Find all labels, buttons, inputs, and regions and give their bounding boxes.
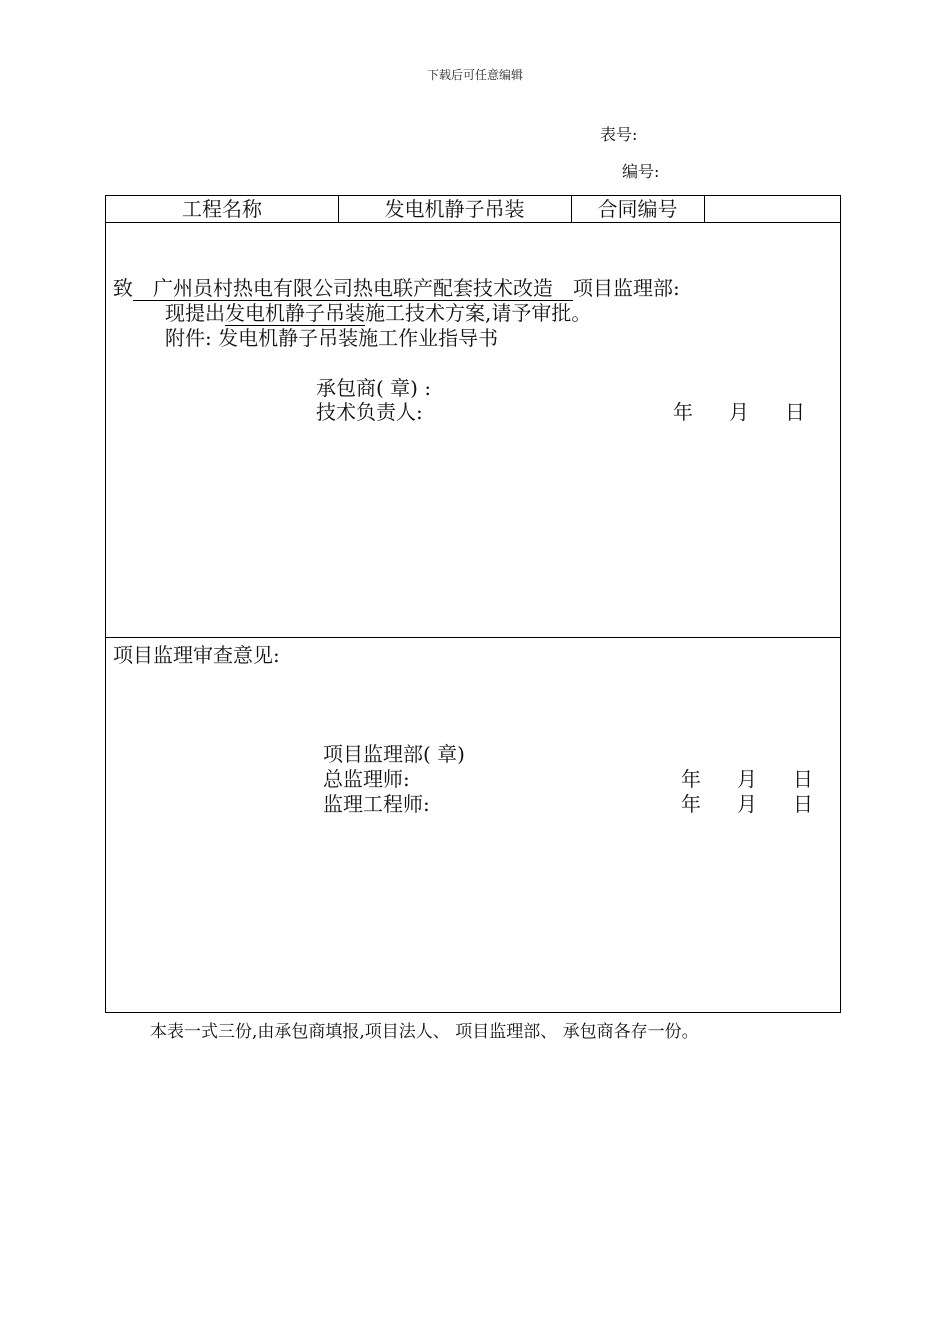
attachment-line: 附件: 发电机静子吊装施工作业指导书 xyxy=(165,326,499,350)
statement-suffix: 施工技术方案,请予审批。 xyxy=(365,301,592,325)
project-name-value: 发电机静子吊装 xyxy=(384,197,525,221)
date-day: 日 xyxy=(793,792,813,816)
date-day: 日 xyxy=(793,767,813,791)
review-title: 项目监理审查意见: xyxy=(113,643,280,667)
tech-lead-label: 技术负责人: xyxy=(316,400,423,424)
contract-number-value xyxy=(704,196,840,222)
date-month: 月 xyxy=(737,792,757,816)
date-year: 年 xyxy=(681,767,701,791)
date-year: 年 xyxy=(681,792,701,816)
footer-note: 本表一式三份,由承包商填报,项目法人、 项目监理部、 承包商各存一份。 xyxy=(150,1022,699,1042)
contractor-stamp-label: 承包商( 章) : xyxy=(316,376,432,400)
supervising-engineer-label: 监理工程师: xyxy=(323,792,430,816)
recipient-suffix: 项目监理部: xyxy=(573,276,680,300)
statement-prefix: 现提出 xyxy=(165,301,225,325)
date-month: 月 xyxy=(729,400,749,424)
section-divider xyxy=(106,637,840,638)
serial-number-label: 编号: xyxy=(622,162,660,181)
project-name-label: 工程名称 xyxy=(182,197,262,221)
date-day: 日 xyxy=(785,400,805,424)
recipient-name: 广州员村热电有限公司热电联产配套技术改造 xyxy=(153,276,553,300)
addressee-prefix: 致 xyxy=(113,276,133,300)
date-year: 年 xyxy=(673,400,693,424)
header-note: 下载后可任意编辑 xyxy=(426,68,523,82)
form-number-label: 表号: xyxy=(600,125,638,144)
chief-supervisor-label: 总监理师: xyxy=(323,767,410,791)
supervision-dept-stamp: 项目监理部( 章) xyxy=(323,742,465,766)
contract-number-label: 合同编号 xyxy=(597,197,678,221)
statement-subject: 发电机静子吊装 xyxy=(225,301,365,325)
date-month: 月 xyxy=(737,767,757,791)
header-row-divider xyxy=(106,222,840,223)
